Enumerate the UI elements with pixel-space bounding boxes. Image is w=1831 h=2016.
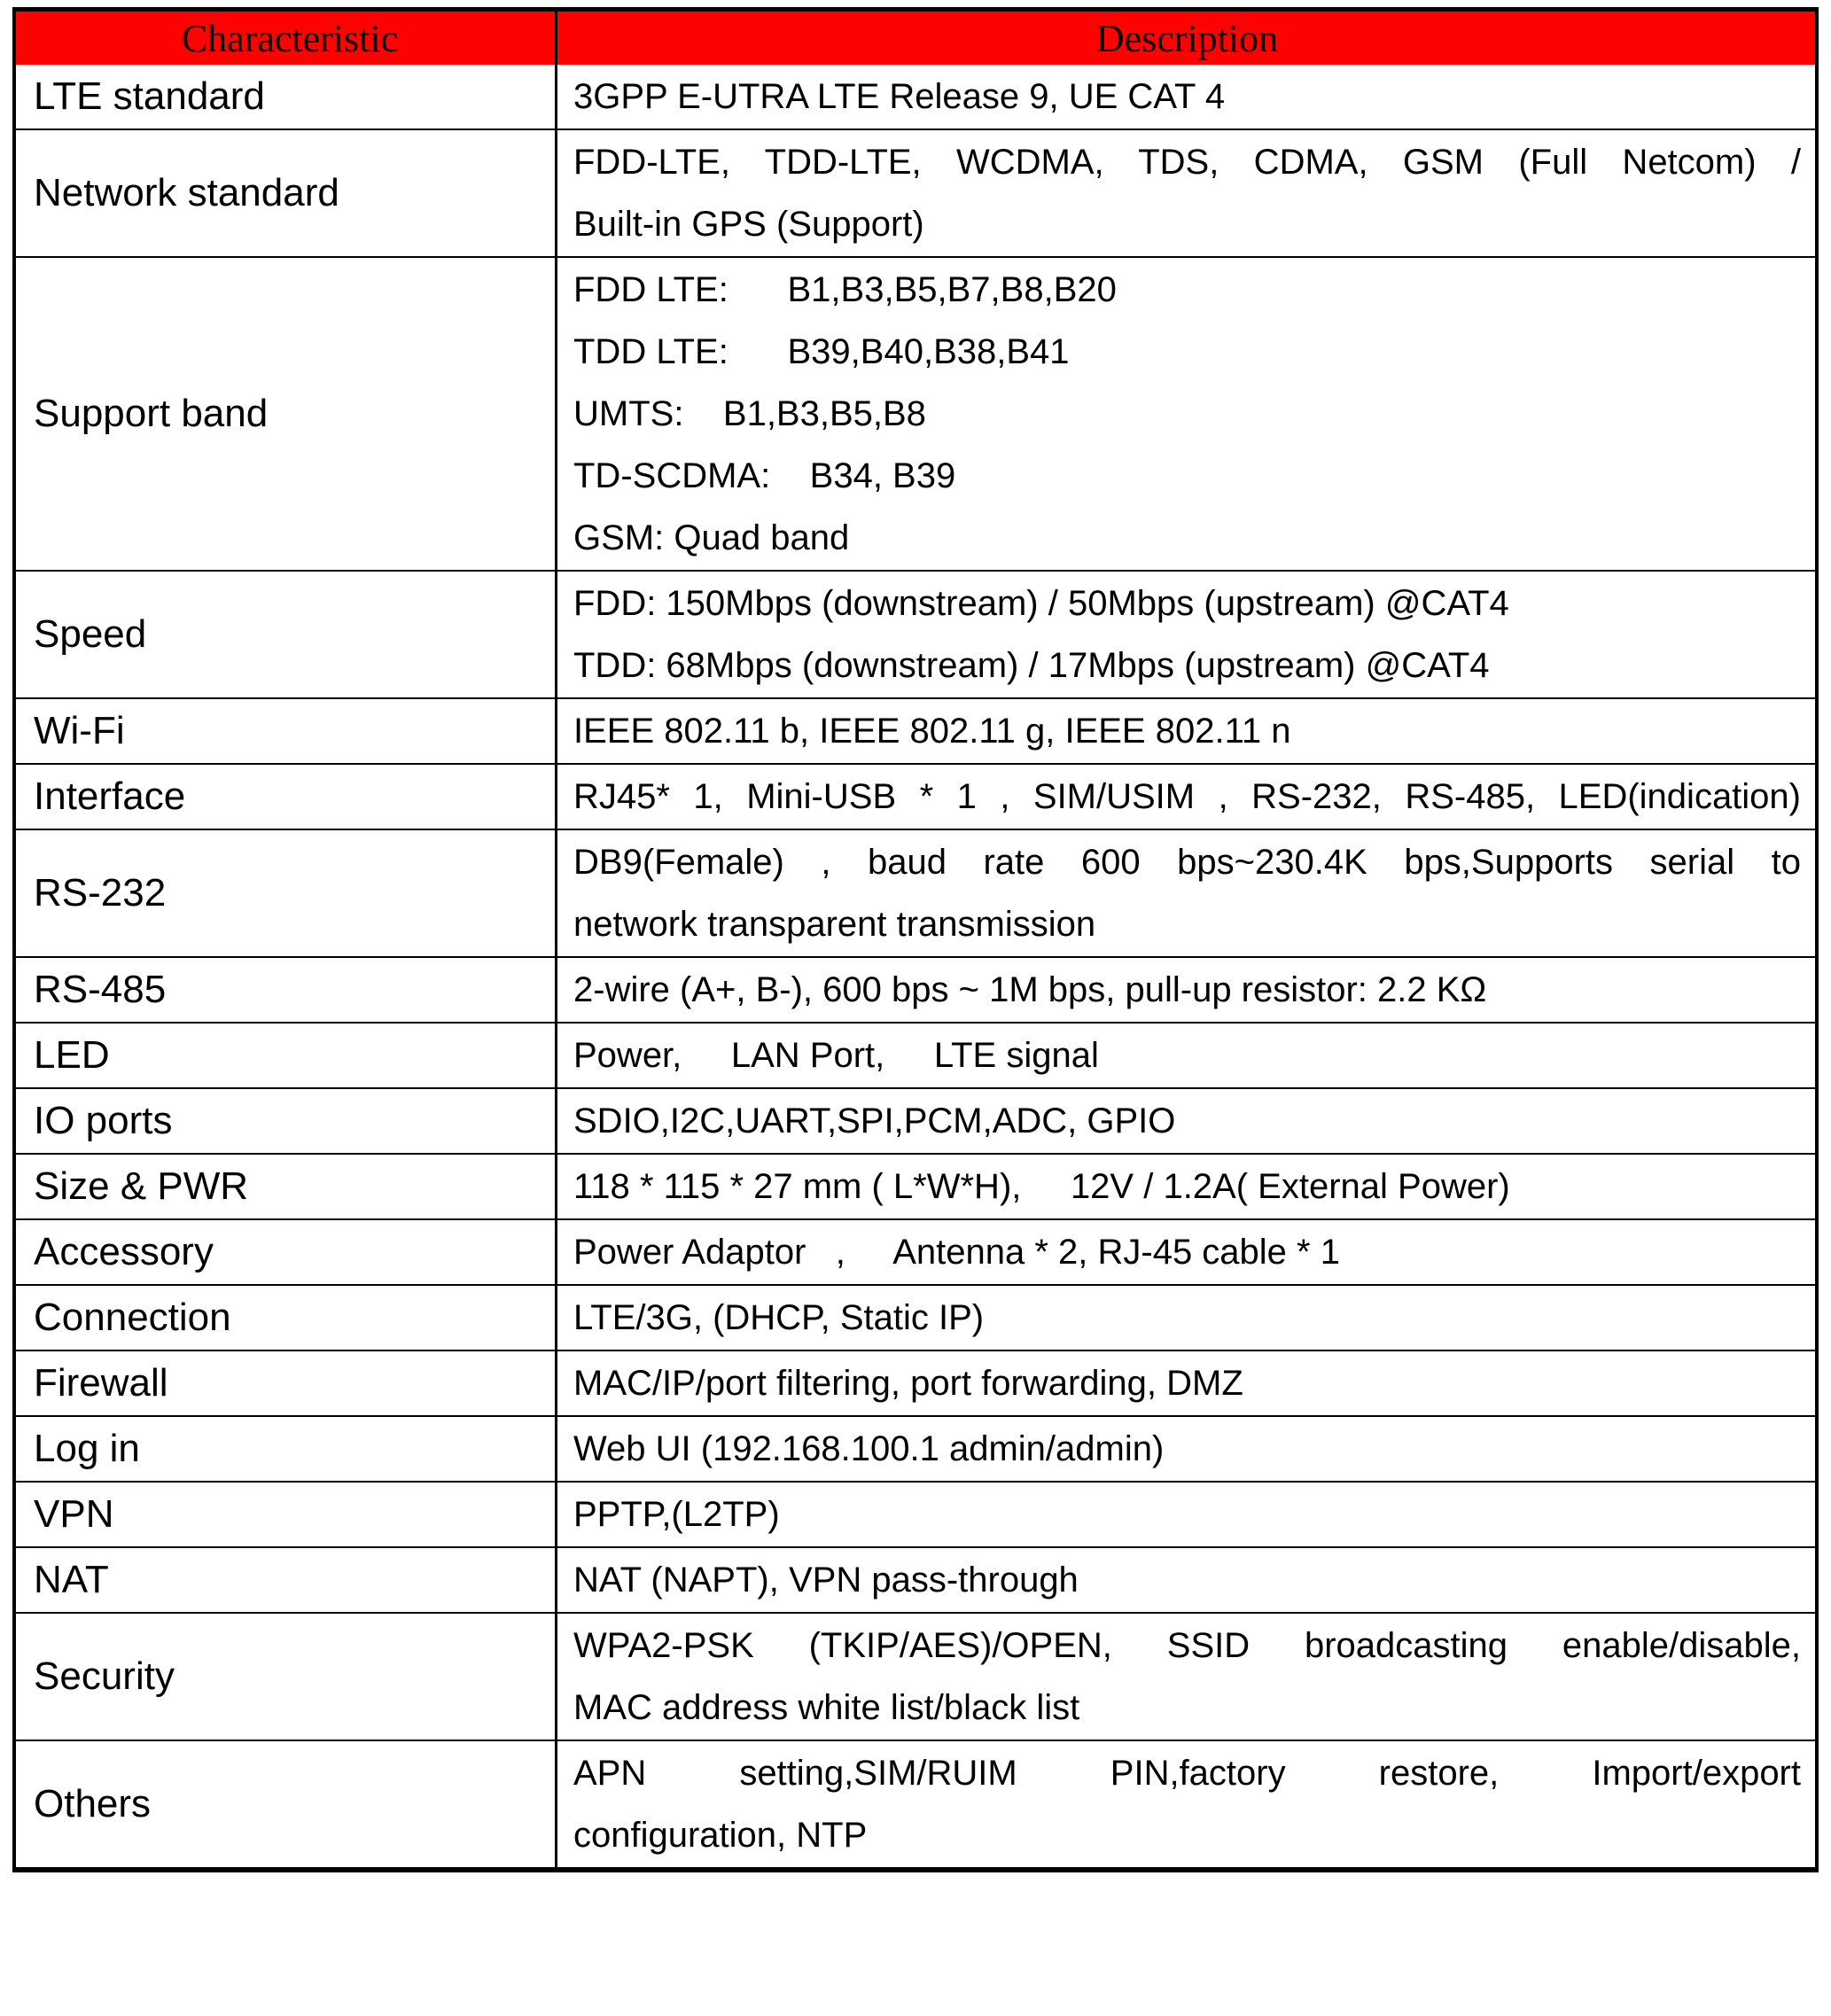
row-label: NAT	[34, 1558, 109, 1601]
row-description-cell	[557, 1155, 1815, 1218]
desc-line: WPA2-PSK (TKIP/AES)/OPEN, SSID broadcasting enable/disable,	[573, 1626, 1801, 1665]
table-row	[16, 1481, 1815, 1546]
row-label-cell	[16, 1155, 557, 1218]
desc-line: 2-wire (A+, B-), 600 bps ~ 1M bps, pull-up resistor: 2.2 KΩ	[573, 970, 1487, 1009]
row-description-cell	[557, 1417, 1815, 1481]
row-label: VPN	[34, 1492, 114, 1536]
table-row	[16, 1284, 1815, 1350]
row-description-cell	[557, 572, 1815, 697]
row-label-cell	[16, 1614, 557, 1740]
row-description-cell	[557, 699, 1815, 763]
row-description-cell	[557, 1548, 1815, 1612]
row-label-cell	[16, 1741, 557, 1867]
desc-line: Power Adaptor , Antenna * 2, RJ-45 cable * 1	[573, 1233, 1340, 1272]
table-row	[16, 65, 1815, 128]
desc-line: 118 * 115 * 27 mm ( L*W*H), 12V / 1.2A( External Power)	[573, 1167, 1510, 1206]
row-label-cell	[16, 1220, 557, 1284]
desc-line: MAC/IP/port filtering, port forwarding, DMZ	[573, 1364, 1243, 1403]
row-label: Firewall	[34, 1361, 168, 1405]
desc-line: UMTS: B1,B3,B5,B8	[573, 394, 926, 433]
row-label-cell	[16, 1286, 557, 1350]
row-description-cell	[557, 1741, 1815, 1867]
desc-line: FDD: 150Mbps (downstream) / 50Mbps (upstream) @CAT4	[573, 584, 1509, 623]
row-label: Security	[34, 1654, 175, 1698]
row-description-cell	[557, 258, 1815, 570]
row-label-cell	[16, 258, 557, 570]
table-row	[16, 956, 1815, 1022]
desc-line: NAT (NAPT), VPN pass-through	[573, 1561, 1079, 1600]
row-label: Speed	[34, 612, 147, 656]
desc-line: PPTP,(L2TP)	[573, 1495, 780, 1534]
table-row	[16, 1740, 1815, 1867]
header-cell-characteristic: Characteristic	[16, 12, 557, 65]
row-description-cell	[557, 1220, 1815, 1284]
table-row	[16, 1415, 1815, 1481]
table-row	[16, 697, 1815, 763]
desc-line: TD-SCDMA: B34, B39	[573, 456, 956, 495]
row-label: Interface	[34, 774, 186, 818]
desc-line: 3GPP E-UTRA LTE Release 9, UE CAT 4	[573, 77, 1226, 116]
row-label-cell	[16, 1089, 557, 1153]
row-description-cell	[557, 830, 1815, 956]
row-label-cell	[16, 1548, 557, 1612]
table-row	[16, 570, 1815, 697]
spec-table	[12, 7, 1819, 1872]
desc-line: IEEE 802.11 b, IEEE 802.11 g, IEEE 802.11 n	[573, 712, 1291, 751]
desc-line: TDD LTE: B39,B40,B38,B41	[573, 332, 1070, 371]
desc-line: RJ45* 1, Mini-USB * 1 , SIM/USIM , RS-232, RS-485, LED(indication)	[573, 777, 1801, 816]
row-description-cell	[557, 1286, 1815, 1350]
desc-line: LTE/3G, (DHCP, Static IP)	[573, 1298, 985, 1337]
row-label: Connection	[34, 1296, 231, 1339]
row-label-cell	[16, 1351, 557, 1415]
row-label: LED	[34, 1033, 110, 1077]
row-label: Network standard	[34, 171, 339, 214]
row-label-cell	[16, 65, 557, 128]
desc-line: APN setting,SIM/RUIM PIN,factory restore, Import/export	[573, 1754, 1801, 1793]
row-label-cell	[16, 765, 557, 829]
header-row	[16, 12, 1815, 65]
desc-line: Web UI (192.168.100.1 admin/admin)	[573, 1429, 1165, 1468]
desc-line: FDD-LTE, TDD-LTE, WCDMA, TDS, CDMA, GSM (Full Netcom) /	[573, 143, 1801, 182]
spec-table-body	[16, 65, 1815, 1867]
row-description-cell	[557, 1024, 1815, 1087]
row-label-cell	[16, 1483, 557, 1546]
row-label: Size & PWR	[34, 1164, 249, 1208]
row-description-cell	[557, 1614, 1815, 1740]
table-row	[16, 1612, 1815, 1740]
row-description-cell	[557, 958, 1815, 1022]
row-label-cell	[16, 958, 557, 1022]
row-label-cell	[16, 572, 557, 697]
desc-line: MAC address white list/black list	[573, 1688, 1080, 1727]
row-label: Accessory	[34, 1230, 214, 1273]
desc-line: GSM: Quad band	[573, 518, 850, 557]
row-label: LTE standard	[34, 74, 265, 118]
desc-line: DB9(Female) , baud rate 600 bps~230.4K bps,Supports serial to	[573, 843, 1801, 882]
row-label-cell	[16, 830, 557, 956]
table-row	[16, 763, 1815, 829]
desc-line: Power, LAN Port, LTE signal	[573, 1036, 1099, 1075]
row-label: Others	[34, 1782, 152, 1825]
row-label: IO ports	[34, 1099, 173, 1142]
desc-line: SDIO,I2C,UART,SPI,PCM,ADC, GPIO	[573, 1101, 1176, 1140]
row-label: Log in	[34, 1427, 140, 1470]
row-label-cell	[16, 130, 557, 256]
table-row	[16, 1022, 1815, 1087]
row-description-cell	[557, 1089, 1815, 1153]
table-row	[16, 1546, 1815, 1612]
table-row	[16, 128, 1815, 256]
table-row	[16, 829, 1815, 956]
row-label: Wi-Fi	[34, 709, 125, 752]
row-label: Support band	[34, 392, 269, 435]
row-description-cell	[557, 1483, 1815, 1546]
row-description-cell	[557, 65, 1815, 128]
table-row	[16, 1087, 1815, 1153]
row-description-cell	[557, 130, 1815, 256]
row-description-cell	[557, 765, 1815, 829]
desc-line: configuration, NTP	[573, 1816, 868, 1855]
table-row	[16, 1350, 1815, 1415]
desc-line: network transparent transmission	[573, 905, 1096, 944]
row-label: RS-232	[34, 871, 167, 915]
row-label-cell	[16, 1024, 557, 1087]
desc-line: Built-in GPS (Support)	[573, 205, 924, 244]
table-row	[16, 256, 1815, 570]
row-label-cell	[16, 699, 557, 763]
row-description-cell	[557, 1351, 1815, 1415]
row-label: RS-485	[34, 968, 167, 1011]
desc-line: FDD LTE: B1,B3,B5,B7,B8,B20	[573, 270, 1117, 309]
desc-line: TDD: 68Mbps (downstream) / 17Mbps (upstream) @CAT4	[573, 646, 1490, 685]
row-label-cell	[16, 1417, 557, 1481]
header-cell-description: Description	[1095, 16, 1279, 60]
table-row	[16, 1218, 1815, 1284]
table-row	[16, 1153, 1815, 1218]
